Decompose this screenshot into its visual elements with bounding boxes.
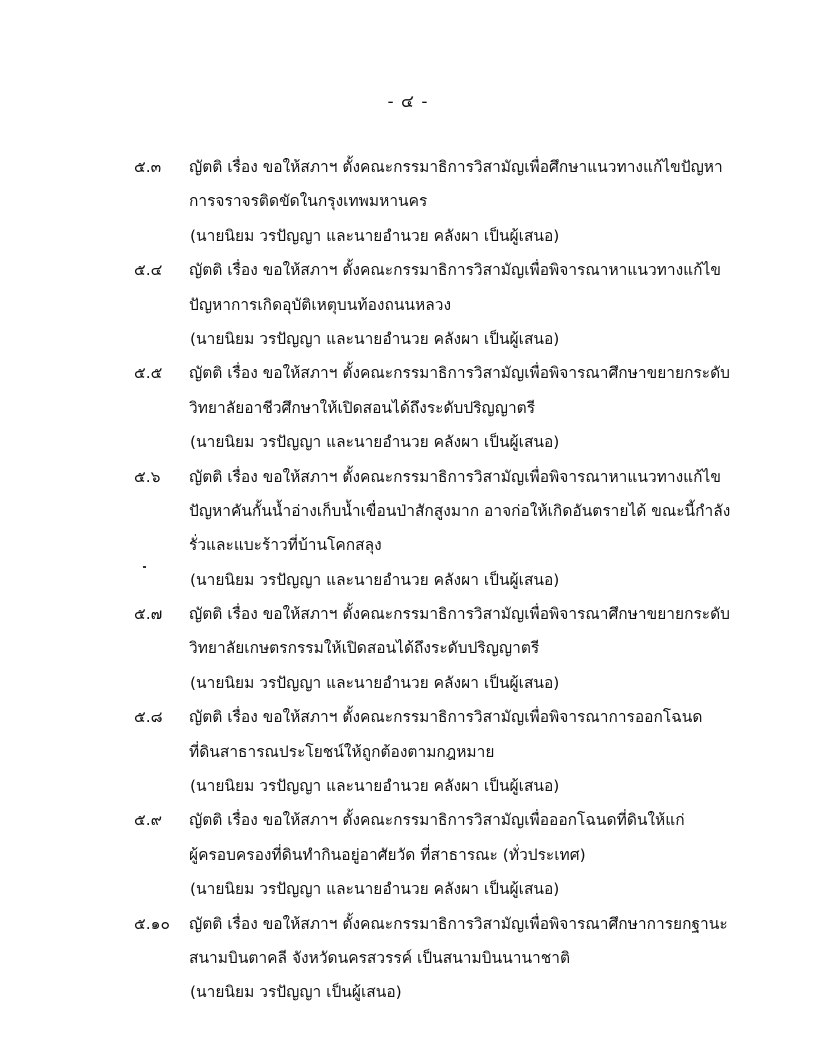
motion-proposer: (นายนิยม วรปัญญา และนายอำนวย คลังผา เป็นผู้เสนอ) [190, 329, 560, 348]
motion-proposer: (นายนิยม วรปัญญา และนายอำนวย คลังผา เป็นผู้เสนอ) [190, 777, 560, 796]
motion-number: ๕.๖ [134, 467, 161, 486]
motion-text-line: สนามบินตาคลี จังหวัดนครสวรรค์ เป็นสนามบินนานาชาติ [189, 948, 571, 967]
motion-text-line: ญัตติ เรื่อง ขอให้สภาฯ ตั้งคณะกรรมาธิการวิสามัญเพื่อศึกษาแนวทางแก้ไขปัญหา [189, 158, 723, 176]
motion-item [0, 150, 816, 253]
motion-number: ๕.๑๐ [134, 914, 170, 933]
motion-proposer: (นายนิยม วรปัญญา และนายอำนวย คลังผา เป็นผู้เสนอ) [190, 673, 560, 692]
motion-text-line: ญัตติ เรื่อง ขอให้สภาฯ ตั้งคณะกรรมาธิการวิสามัญเพื่อพิจารณาศึกษาขยายกระดับ [189, 364, 731, 383]
motion-text-line: ปัญหาคันกั้นน้ำอ่างเก็บน้ำเขื่อนป่าสักสูงมาก อาจก่อให้เกิดอันตรายได้ ขณะนี้กำลัง [189, 501, 731, 520]
motion-number: ๕.๘ [134, 708, 163, 727]
motion-text-line: ที่ดินสาธารณประโยชน์ให้ถูกต้องตามกฎหมาย [189, 742, 495, 761]
motion-text-line: รั่วและแบะร้าวที่บ้านโคกสลุง [189, 536, 382, 555]
motion-proposer: (นายนิยม วรปัญญา และนายอำนวย คลังผา เป็นผู้เสนอ) [190, 433, 560, 452]
motion-item [0, 597, 816, 700]
motion-text-line: ญัตติ เรื่อง ขอให้สภาฯ ตั้งคณะกรรมาธิการวิสามัญเพื่อพิจารณาศึกษาขยายกระดับ [189, 605, 731, 624]
motion-text-line: ญัตติ เรื่อง ขอให้สภาฯ ตั้งคณะกรรมาธิการวิสามัญเพื่อพิจารณาหาแนวทางแก้ไข [189, 467, 721, 486]
motion-item [0, 253, 816, 356]
motion-text-line: ปัญหาการเกิดอุบัติเหตุบนท้องถนนหลวง [189, 295, 452, 314]
motion-text-line: ญัตติ เรื่อง ขอให้สภาฯ ตั้งคณะกรรมาธิการวิสามัญเพื่อออกโฉนดที่ดินให้แก่ [189, 811, 685, 830]
motion-proposer: (นายนิยม วรปัญญา และนายอำนวย คลังผา เป็นผู้เสนอ) [190, 880, 560, 899]
motion-list [0, 150, 816, 1010]
motion-text-line: ญัตติ เรื่อง ขอให้สภาฯ ตั้งคณะกรรมาธิการวิสามัญเพื่อพิจารณาศึกษาการยกฐานะ [189, 914, 728, 933]
motion-text-line: วิทยาลัยเกษตรกรรมให้เปิดสอนได้ถึงระดับปริญญาตรี [189, 639, 540, 658]
motion-proposer: (นายนิยม วรปัญญา เป็นผู้เสนอ) [190, 983, 402, 1002]
motion-proposer: (นายนิยม วรปัญญา และนายอำนวย คลังผา เป็นผู้เสนอ) [190, 226, 560, 245]
scan-speck [143, 566, 146, 568]
motion-number: ๕.๙ [134, 811, 163, 830]
motion-number: ๕.๗ [134, 605, 163, 624]
motion-item [0, 460, 816, 598]
motion-number: ๕.๔ [134, 261, 163, 280]
motion-number: ๕.๓ [134, 158, 162, 176]
page-number: - ๔ - [387, 92, 429, 112]
motion-item [0, 700, 816, 803]
motion-number: ๕.๕ [134, 364, 163, 383]
motion-item [0, 907, 816, 1010]
motion-text-line: ญัตติ เรื่อง ขอให้สภาฯ ตั้งคณะกรรมาธิการวิสามัญเพื่อพิจารณาหาแนวทางแก้ไข [189, 261, 721, 280]
motion-text-line: ญัตติ เรื่อง ขอให้สภาฯ ตั้งคณะกรรมาธิการวิสามัญเพื่อพิจารณาการออกโฉนด [189, 708, 703, 727]
motion-text-line: วิทยาลัยอาชีวศึกษาให้เปิดสอนได้ถึงระดับปริญญาตรี [189, 398, 536, 417]
motion-item [0, 356, 816, 459]
motion-item [0, 803, 816, 906]
motion-proposer: (นายนิยม วรปัญญา และนายอำนวย คลังผา เป็นผู้เสนอ) [190, 570, 560, 589]
motion-text-line: ผู้ครอบครองที่ดินทำกินอยู่อาศัยวัด ที่สาธารณะ (ทั่วประเทศ) [189, 845, 586, 864]
motion-text-line: การจราจรติดขัดในกรุงเทพมหานคร [189, 192, 428, 211]
